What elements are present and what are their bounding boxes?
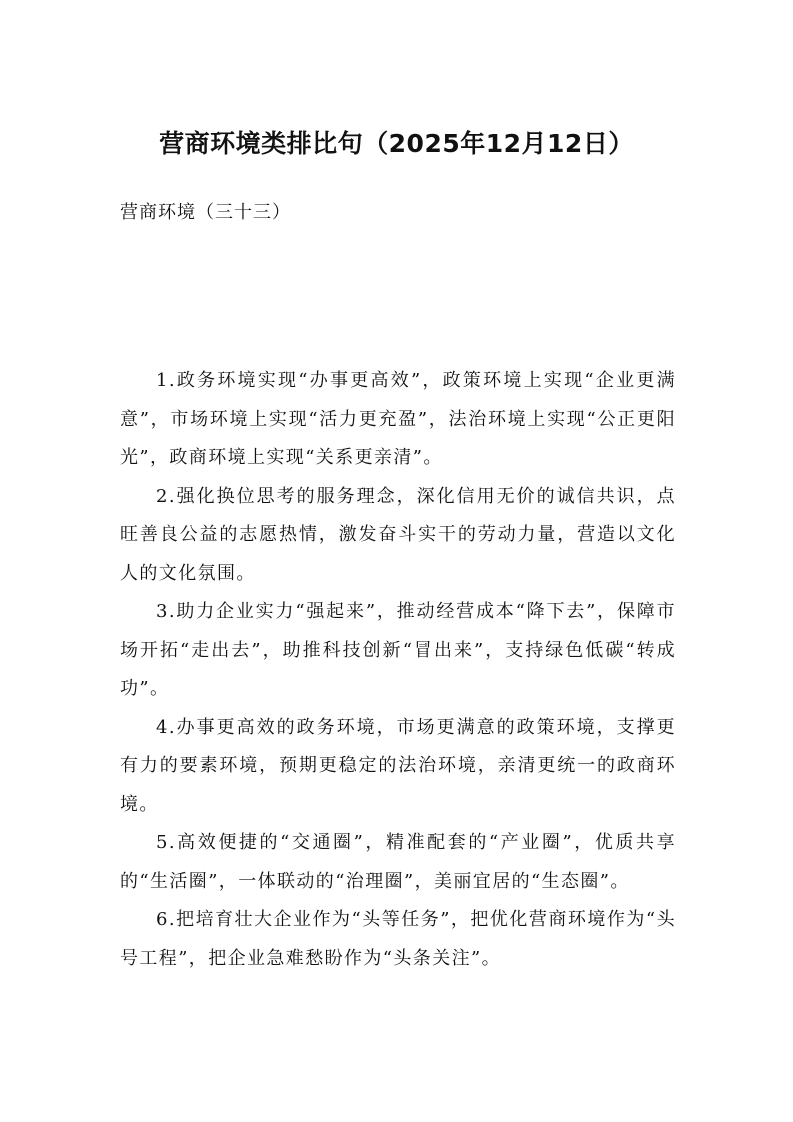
document-title: 营商环境类排比句（2025年12月12日） — [159, 129, 634, 158]
paragraph-1: 1.政务环境实现“办事更高效”，政策环境上实现“企业更满意”，市场环境上实现“活力更充盈”，法治环境上实现“公正更阳光”，政商环境上实现“关系更亲清”。 — [120, 370, 676, 468]
document-subtitle: 营商环境（三十三） — [120, 202, 291, 223]
document-body — [120, 362, 676, 978]
paragraph-6: 6.把培育壮大企业作为“头等任务”，把优化营商环境作为“头号工程”，把企业急难愁盼作为“头条关注”。 — [120, 909, 676, 969]
paragraph-3: 3.助力企业实力“强起来”，推动经营成本“降下去”，保障市场开拓“走出去”，助推科技创新“冒出来”，支持绿色低碳“转成功”。 — [120, 601, 676, 699]
paragraph-2: 2.强化换位思考的服务理念，深化信用无价的诚信共识，点旺善良公益的志愿热情，激发奋斗实干的劳动力量，营造以文化人的文化氛围。 — [120, 485, 676, 584]
paragraph-4: 4.办事更高效的政务环境，市场更满意的政策环境，支撑更有力的要素环境，预期更稳定的法治环境，亲清更统一的政商环境。 — [120, 716, 676, 815]
paragraph-5: 5.高效便捷的“交通圈”，精准配套的“产业圈”，优质共享的“生活圈”，一体联动的“治理圈”，美丽宜居的“生态圈”。 — [120, 832, 676, 892]
